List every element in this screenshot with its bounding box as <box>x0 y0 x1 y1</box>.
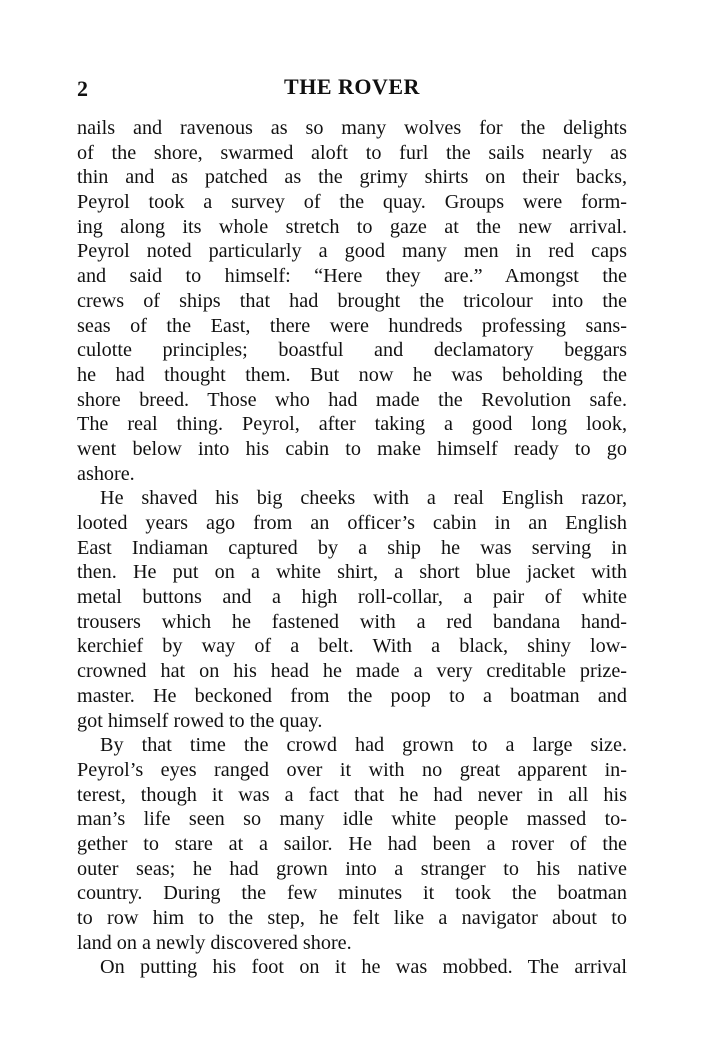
text-line: to row him to the step, he felt like a navigator about to <box>77 907 627 929</box>
text-line: he had thought them. But now he was beholding the <box>77 363 627 386</box>
book-page <box>77 68 627 980</box>
text-line: went below into his cabin to make himself ready to go <box>77 437 627 460</box>
page-number: 2 <box>77 76 88 101</box>
text-line: East Indiaman captured by a ship he was serving in <box>77 536 627 559</box>
text-line: and said to himself: “Here they are.” Amongst the <box>77 265 627 288</box>
text-line: By that time the crowd had grown to a large size. <box>100 734 627 757</box>
text-line: gether to stare at a sailor. He had been a rover of the <box>77 832 627 855</box>
text-line: outer seas; he had grown into a stranger to his native <box>77 857 627 880</box>
text-line: On putting his foot on it he was mobbed. The arrival <box>100 956 627 979</box>
body-text <box>77 116 627 980</box>
text-line: Peyrol noted particularly a good many men in red caps <box>77 240 627 263</box>
text-line: shore breed. Those who had made the Revolution safe. <box>77 388 627 411</box>
text-line: looted years ago from an officer’s cabin in an English <box>77 512 627 534</box>
text-line: trousers which he fastened with a red bandana hand- <box>77 610 627 633</box>
text-line: terest, though it was a fact that he had never in all his <box>77 783 627 806</box>
text-line: country. During the few minutes it took the boatman <box>77 882 627 905</box>
text-line: Peyrol took a survey of the quay. Groups were form- <box>77 191 627 214</box>
text-line: then. He put on a white shirt, a short blue jacket with <box>77 561 627 584</box>
text-line: thin and as patched as the grimy shirts on their backs, <box>77 166 627 189</box>
text-line: crews of ships that had brought the tricolour into the <box>77 289 627 312</box>
page-header <box>77 68 627 100</box>
running-title: THE ROVER <box>284 74 420 99</box>
text-line: metal buttons and a high roll-collar, a pair of white <box>77 586 627 609</box>
text-line: kerchief by way of a belt. With a black, shiny low- <box>77 635 627 658</box>
text-line: nails and ravenous as so many wolves for the delights <box>77 117 627 139</box>
text-line: culotte principles; boastful and declamatory beggars <box>77 339 627 362</box>
text-line: ashore. <box>77 462 135 485</box>
text-line: ing along its whole stretch to gaze at the new arrival. <box>77 215 627 238</box>
text-line: master. He beckoned from the poop to a boatman and <box>77 684 627 707</box>
text-line: crowned hat on his head he made a very creditable prize- <box>77 660 627 683</box>
text-line: Peyrol’s eyes ranged over it with no great apparent in- <box>77 758 627 781</box>
text-line: of the shore, swarmed aloft to furl the sails nearly as <box>77 141 627 164</box>
text-line: The real thing. Peyrol, after taking a good long look, <box>77 413 627 436</box>
text-line: seas of the East, there were hundreds professing sans- <box>77 314 627 337</box>
text-line: He shaved his big cheeks with a real English razor, <box>100 487 627 510</box>
text-line: man’s life seen so many idle white people massed to- <box>77 808 627 831</box>
text-line: got himself rowed to the quay. <box>77 709 323 732</box>
text-line: land on a newly discovered shore. <box>77 931 352 954</box>
